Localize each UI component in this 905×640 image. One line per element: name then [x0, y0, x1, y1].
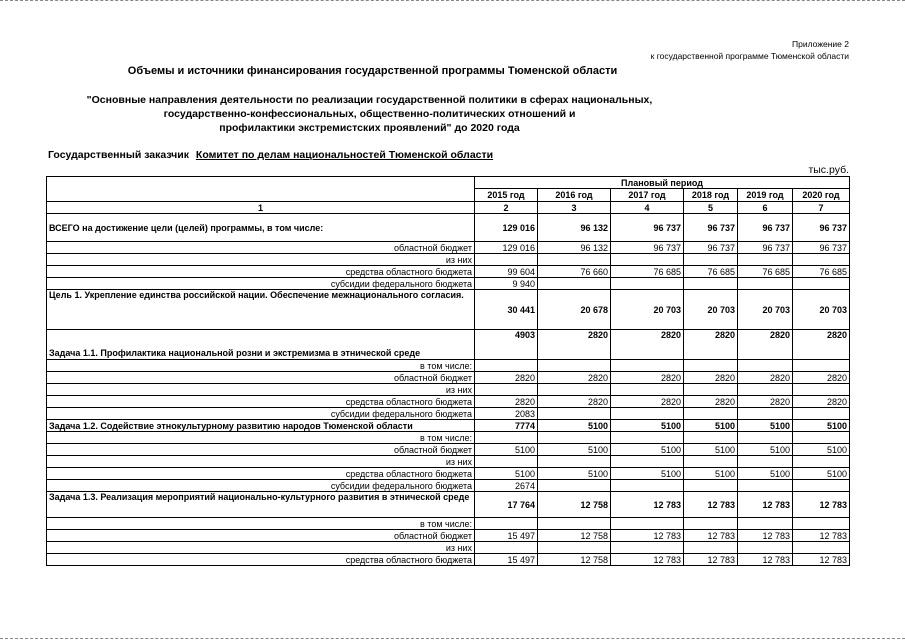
value-cell: 96 737: [684, 214, 738, 242]
program-name-line-3: профилактики экстремистских проявлений" до 2020 года: [219, 122, 520, 134]
value-cell: [738, 278, 793, 290]
value-cell: 17 764: [475, 492, 538, 518]
table-row: [47, 330, 850, 360]
value-cell: 96 737: [684, 242, 738, 254]
value-cell: 15 497: [475, 554, 538, 566]
table-row: [47, 480, 850, 492]
document-title: Объемы и источники финансирования государственной программы Тюменской области: [127, 65, 618, 77]
value-cell: [475, 456, 538, 468]
table-row: [47, 254, 850, 266]
row-label: ВСЕГО на достижение цели (целей) программы, в том числе:: [47, 214, 475, 242]
value-cell: [793, 360, 850, 372]
value-cell: 2820: [793, 330, 850, 360]
value-cell: 5100: [475, 468, 538, 480]
row-label: в том числе:: [47, 360, 475, 372]
value-cell: 5100: [611, 468, 684, 480]
header-blank: [47, 177, 475, 202]
value-cell: 20 703: [738, 290, 793, 330]
value-cell: [538, 360, 611, 372]
table-row: [47, 360, 850, 372]
value-cell: 96 737: [793, 214, 850, 242]
value-cell: [538, 480, 611, 492]
value-cell: 129 016: [475, 242, 538, 254]
appendix-note: [651, 38, 849, 62]
value-cell: 96 737: [738, 214, 793, 242]
value-cell: 2820: [538, 396, 611, 408]
table-row: [47, 384, 850, 396]
value-cell: 5100: [738, 468, 793, 480]
value-cell: [475, 542, 538, 554]
plan-period-header: Плановый период: [475, 177, 850, 189]
row-label: Задача 1.3. Реализация мероприятий национально-культурного развития в этнической среде: [47, 492, 475, 518]
value-cell: 2820: [611, 372, 684, 384]
row-label: Задача 1.1. Профилактика национальной розни и экстремизма в этнической среде: [47, 330, 475, 360]
value-cell: [793, 518, 850, 530]
value-cell: 5100: [684, 444, 738, 456]
value-cell: [475, 432, 538, 444]
value-cell: [738, 456, 793, 468]
value-cell: 12 783: [611, 530, 684, 542]
value-cell: [475, 360, 538, 372]
value-cell: [611, 432, 684, 444]
value-cell: 96 737: [738, 242, 793, 254]
value-cell: 12 758: [538, 554, 611, 566]
col-number: 2: [475, 202, 538, 214]
value-cell: 76 685: [793, 266, 850, 278]
value-cell: 96 132: [538, 242, 611, 254]
value-cell: 2083: [475, 408, 538, 420]
value-cell: 20 703: [611, 290, 684, 330]
value-cell: [475, 384, 538, 396]
table-row: [47, 468, 850, 480]
row-label: из них: [47, 384, 475, 396]
value-cell: 12 783: [738, 492, 793, 518]
col-number: 3: [538, 202, 611, 214]
value-cell: [611, 278, 684, 290]
value-cell: [684, 408, 738, 420]
program-name-line-1: "Основные направления деятельности по реализации государственной политики в сферах национальных,: [86, 94, 653, 106]
table-row: [47, 444, 850, 456]
program-name-line-2: государственно-конфессиональных, общественно-политических отношений и: [163, 108, 576, 120]
value-cell: 76 685: [684, 266, 738, 278]
value-cell: [793, 456, 850, 468]
value-cell: 12 783: [611, 492, 684, 518]
value-cell: [738, 432, 793, 444]
value-cell: [538, 408, 611, 420]
value-cell: 12 758: [538, 492, 611, 518]
row-label: областной бюджет: [47, 242, 475, 254]
value-cell: 20 678: [538, 290, 611, 330]
value-cell: 96 737: [611, 214, 684, 242]
value-cell: 12 783: [793, 554, 850, 566]
year-header: 2019 год: [738, 189, 793, 202]
value-cell: 5100: [793, 444, 850, 456]
table-row: [47, 554, 850, 566]
value-cell: 5100: [738, 444, 793, 456]
year-header: 2016 год: [538, 189, 611, 202]
table-row: [47, 408, 850, 420]
value-cell: 5100: [538, 444, 611, 456]
value-cell: 5100: [611, 420, 684, 432]
row-label: в том числе:: [47, 518, 475, 530]
value-cell: [738, 542, 793, 554]
value-cell: 5100: [793, 420, 850, 432]
value-cell: 5100: [538, 468, 611, 480]
value-cell: [793, 408, 850, 420]
value-cell: 2820: [475, 396, 538, 408]
table-row: [47, 290, 850, 330]
value-cell: [684, 254, 738, 266]
value-cell: [793, 432, 850, 444]
value-cell: [538, 278, 611, 290]
value-cell: 2820: [738, 330, 793, 360]
col-number: 1: [47, 202, 475, 214]
value-cell: 15 497: [475, 530, 538, 542]
table-row: [47, 396, 850, 408]
col-number: 4: [611, 202, 684, 214]
value-cell: [738, 360, 793, 372]
value-cell: 30 441: [475, 290, 538, 330]
value-cell: 12 783: [684, 492, 738, 518]
value-cell: 2820: [684, 396, 738, 408]
value-cell: 12 783: [738, 554, 793, 566]
value-cell: [475, 518, 538, 530]
year-header: 2018 год: [684, 189, 738, 202]
value-cell: 7774: [475, 420, 538, 432]
table-row: [47, 456, 850, 468]
value-cell: 5100: [738, 420, 793, 432]
value-cell: [793, 480, 850, 492]
value-cell: [738, 518, 793, 530]
customer-label: Государственный заказчик: [48, 149, 189, 161]
value-cell: [684, 542, 738, 554]
value-cell: 5100: [611, 444, 684, 456]
value-cell: 2820: [793, 396, 850, 408]
value-cell: [538, 542, 611, 554]
value-cell: [684, 278, 738, 290]
value-cell: 76 685: [738, 266, 793, 278]
value-cell: [738, 480, 793, 492]
row-label: из них: [47, 254, 475, 266]
row-label: Цель 1. Укрепление единства российской нации. Обеспечение межнационального согласия.: [47, 290, 475, 330]
col-number: 5: [684, 202, 738, 214]
value-cell: 12 758: [538, 530, 611, 542]
row-label: в том числе:: [47, 432, 475, 444]
value-cell: [611, 254, 684, 266]
value-cell: 76 685: [611, 266, 684, 278]
table-row: [47, 242, 850, 254]
value-cell: [611, 360, 684, 372]
table-row: [47, 530, 850, 542]
value-cell: 5100: [684, 420, 738, 432]
value-cell: [611, 408, 684, 420]
value-cell: [611, 480, 684, 492]
value-cell: 2820: [684, 372, 738, 384]
appendix-line-2: к государственной программе Тюменской области: [650, 51, 849, 61]
value-cell: [684, 518, 738, 530]
value-cell: 5100: [793, 468, 850, 480]
state-customer: [48, 149, 493, 161]
value-cell: [738, 408, 793, 420]
value-cell: 2820: [538, 372, 611, 384]
financing-table: [46, 176, 850, 566]
value-cell: [793, 254, 850, 266]
value-cell: 129 016: [475, 214, 538, 242]
table-row: [47, 278, 850, 290]
value-cell: 99 604: [475, 266, 538, 278]
row-label: средства областного бюджета: [47, 554, 475, 566]
year-header: 2015 год: [475, 189, 538, 202]
customer-org: Комитет по делам национальностей Тюменской области: [195, 149, 494, 161]
value-cell: 2820: [475, 372, 538, 384]
value-cell: 2820: [738, 372, 793, 384]
row-label: областной бюджет: [47, 372, 475, 384]
value-cell: 12 783: [793, 530, 850, 542]
row-label: из них: [47, 542, 475, 554]
value-cell: [538, 518, 611, 530]
value-cell: 2674: [475, 480, 538, 492]
row-label: Задача 1.2. Содействие этнокультурному развитию народов Тюменской области: [47, 420, 475, 432]
table-row: [47, 492, 850, 518]
row-label: субсидии федерального бюджета: [47, 480, 475, 492]
value-cell: [538, 456, 611, 468]
value-cell: [793, 384, 850, 396]
value-cell: 12 783: [611, 554, 684, 566]
value-cell: [538, 432, 611, 444]
row-label: областной бюджет: [47, 530, 475, 542]
value-cell: 2820: [684, 330, 738, 360]
value-cell: [611, 518, 684, 530]
units-label: тыс.руб.: [808, 164, 849, 176]
row-label: средства областного бюджета: [47, 266, 475, 278]
program-name: [0, 93, 822, 135]
row-label: средства областного бюджета: [47, 468, 475, 480]
row-label: из них: [47, 456, 475, 468]
value-cell: 96 737: [611, 242, 684, 254]
col-number: 6: [738, 202, 793, 214]
value-cell: 9 940: [475, 278, 538, 290]
row-label: субсидии федерального бюджета: [47, 408, 475, 420]
value-cell: 2820: [738, 396, 793, 408]
value-cell: 2820: [611, 396, 684, 408]
value-cell: [793, 278, 850, 290]
value-cell: 20 703: [684, 290, 738, 330]
table-row: [47, 432, 850, 444]
value-cell: 5100: [538, 420, 611, 432]
page-top-edge: [0, 0, 905, 2]
value-cell: 96 737: [793, 242, 850, 254]
value-cell: [475, 254, 538, 266]
value-cell: 2820: [793, 372, 850, 384]
table-row: [47, 214, 850, 242]
value-cell: [684, 384, 738, 396]
value-cell: 4903: [475, 330, 538, 360]
value-cell: [611, 542, 684, 554]
value-cell: [538, 384, 611, 396]
value-cell: 20 703: [793, 290, 850, 330]
value-cell: 12 783: [738, 530, 793, 542]
value-cell: [793, 542, 850, 554]
row-label: субсидии федерального бюджета: [47, 278, 475, 290]
value-cell: 2820: [538, 330, 611, 360]
year-header: 2020 год: [793, 189, 850, 202]
value-cell: 5100: [684, 468, 738, 480]
value-cell: [684, 456, 738, 468]
table-row: [47, 420, 850, 432]
table-row: [47, 372, 850, 384]
value-cell: 12 783: [793, 492, 850, 518]
value-cell: 96 132: [538, 214, 611, 242]
value-cell: [611, 456, 684, 468]
value-cell: [684, 432, 738, 444]
value-cell: [684, 480, 738, 492]
value-cell: 12 783: [684, 554, 738, 566]
value-cell: [738, 384, 793, 396]
value-cell: 2820: [611, 330, 684, 360]
value-cell: [738, 254, 793, 266]
appendix-line-1: Приложение 2: [792, 39, 849, 49]
value-cell: 76 660: [538, 266, 611, 278]
table-row: [47, 266, 850, 278]
table-row: [47, 542, 850, 554]
value-cell: [611, 384, 684, 396]
value-cell: [538, 254, 611, 266]
value-cell: [684, 360, 738, 372]
table-row: [47, 518, 850, 530]
col-number: 7: [793, 202, 850, 214]
value-cell: 5100: [475, 444, 538, 456]
row-label: средства областного бюджета: [47, 396, 475, 408]
value-cell: 12 783: [684, 530, 738, 542]
year-header: 2017 год: [611, 189, 684, 202]
row-label: областной бюджет: [47, 444, 475, 456]
